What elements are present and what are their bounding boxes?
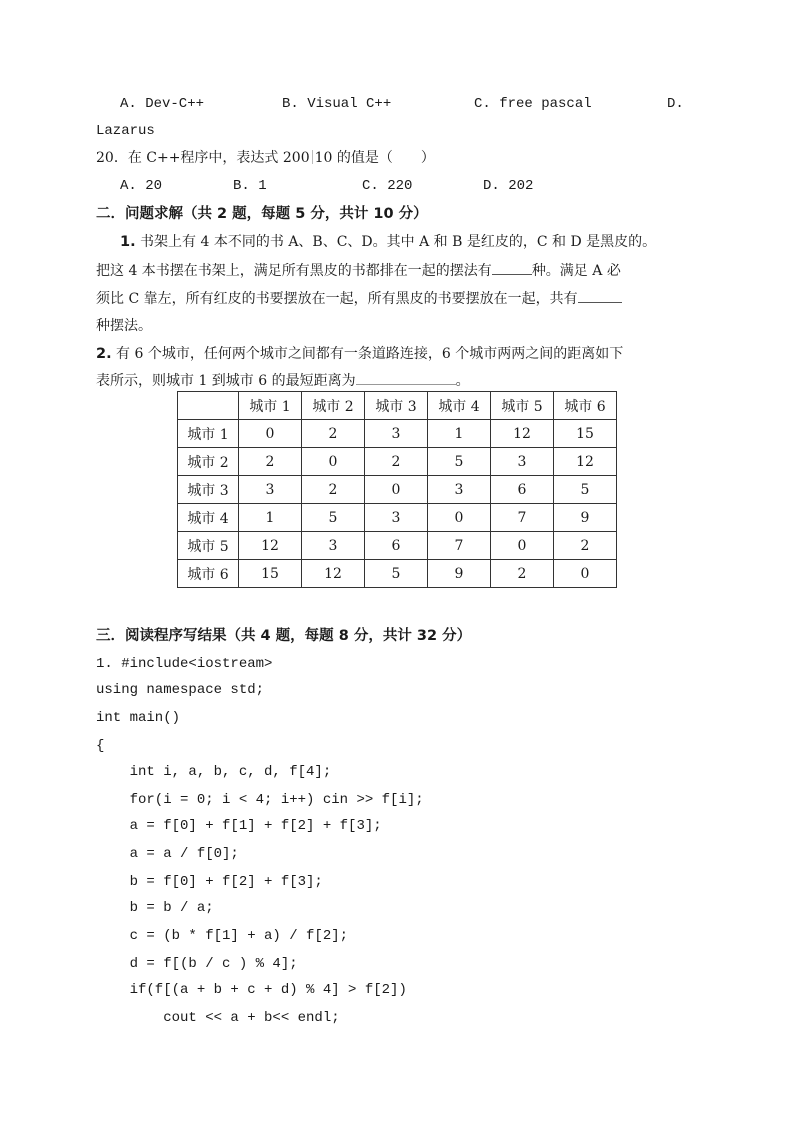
table-cell: 12 xyxy=(491,420,554,448)
table-cell: 9 xyxy=(428,560,491,588)
table-cell: 3 xyxy=(239,476,302,504)
table-cell: 3 xyxy=(428,476,491,504)
table-header-cell: 城市 5 xyxy=(491,392,554,420)
table-header-cell: 城市 1 xyxy=(239,392,302,420)
s2-p1-number: 1. xyxy=(120,234,136,250)
s2-p1-line2-pre: 把这 4 本书摆在书架上，满足所有黑皮的书都排在一起的摆法有 xyxy=(96,263,492,279)
table-cell: 5 xyxy=(302,504,365,532)
q20-option-c: C. 220 xyxy=(362,178,413,194)
q19-option-a: A. Dev-C++ xyxy=(120,96,205,112)
table-row xyxy=(178,448,617,476)
table-cell: 2 xyxy=(554,532,617,560)
table-header-cell: 城市 6 xyxy=(554,392,617,420)
table-row-header: 城市 1 xyxy=(178,420,239,448)
table-row xyxy=(178,476,617,504)
table-cell: 3 xyxy=(365,420,428,448)
s2-p1-line1-text: 书架上有 4 本不同的书 A、B、C、D。其中 A 和 B 是红皮的，C 和 D 是黑皮的。 xyxy=(135,234,657,250)
answer-blank-1[interactable] xyxy=(492,260,532,275)
section3-title: 三．阅读程序写结果（共 4 题，每题 8 分，共计 32 分） xyxy=(96,628,472,644)
code-line: 1. #include<iostream> xyxy=(96,656,273,672)
q20-option-d: D. 202 xyxy=(483,178,534,194)
q20-option-b: B. 1 xyxy=(233,178,267,194)
table-cell: 0 xyxy=(554,560,617,588)
table-cell: 5 xyxy=(365,560,428,588)
table-cell: 2 xyxy=(239,448,302,476)
s2-p1-line3 xyxy=(96,288,622,309)
table-cell: 5 xyxy=(428,448,491,476)
code-line: int i, a, b, c, d, f[4]; xyxy=(96,764,332,780)
table-header-row xyxy=(178,392,617,420)
code-line: d = f[(b / c ) % 4]; xyxy=(96,956,298,972)
table-row-header: 城市 6 xyxy=(178,560,239,588)
table-row-header: 城市 4 xyxy=(178,504,239,532)
table-header-cell: 城市 2 xyxy=(302,392,365,420)
s2-p1-line4: 种摆法。 xyxy=(96,318,152,334)
table-cell: 5 xyxy=(554,476,617,504)
s2-p1-line1 xyxy=(120,232,656,252)
table-row-header: 城市 2 xyxy=(178,448,239,476)
q19-option-b: B. Visual C++ xyxy=(282,96,392,112)
q20-option-a: A. 20 xyxy=(120,178,163,194)
distance-table xyxy=(177,391,617,588)
q20-stem-pre: 20．在 C++程序中，表达式 200 xyxy=(96,150,310,166)
answer-blank-2[interactable] xyxy=(578,288,622,303)
s2-p2-line1 xyxy=(96,344,623,364)
s2-p2-line2 xyxy=(96,370,470,391)
table-cell: 15 xyxy=(239,560,302,588)
table-cell: 12 xyxy=(554,448,617,476)
table-cell: 7 xyxy=(491,504,554,532)
code-line: b = b / a; xyxy=(96,900,214,916)
table-cell: 9 xyxy=(554,504,617,532)
code-line: b = f[0] + f[2] + f[3]; xyxy=(96,874,323,890)
table-cell: 0 xyxy=(428,504,491,532)
table-cell: 0 xyxy=(491,532,554,560)
code-line: using namespace std; xyxy=(96,682,265,698)
table-cell: 7 xyxy=(428,532,491,560)
table-row-header: 城市 3 xyxy=(178,476,239,504)
s2-p1-line2 xyxy=(96,260,621,281)
s2-p2-line2-pre: 表所示，则城市 1 到城市 6 的最短距离为 xyxy=(96,373,356,389)
q19-option-c: C. free pascal xyxy=(474,96,592,112)
table-cell: 3 xyxy=(302,532,365,560)
cursor-bar xyxy=(312,150,313,164)
table-row xyxy=(178,532,617,560)
code-line: if(f[(a + b + c + d) % 4] > f[2]) xyxy=(96,982,407,998)
q20-stem xyxy=(96,148,435,168)
code-line: a = f[0] + f[1] + f[2] + f[3]; xyxy=(96,818,382,834)
q20-stem-post: 10 的值是（ ） xyxy=(314,150,435,166)
table-cell: 1 xyxy=(428,420,491,448)
s2-p1-line3-pre: 须比 C 靠左，所有红皮的书要摆放在一起，所有黑皮的书要摆放在一起，共有 xyxy=(96,291,578,307)
table-header-cell xyxy=(178,392,239,420)
table-cell: 2 xyxy=(302,476,365,504)
table-cell: 6 xyxy=(491,476,554,504)
table-cell: 3 xyxy=(491,448,554,476)
code-line: cout << a + b<< endl; xyxy=(96,1010,340,1026)
table-cell: 12 xyxy=(239,532,302,560)
table-cell: 1 xyxy=(239,504,302,532)
answer-blank-3[interactable] xyxy=(356,370,456,385)
code-line: for(i = 0; i < 4; i++) cin >> f[i]; xyxy=(96,792,424,808)
table-row xyxy=(178,504,617,532)
table-cell: 0 xyxy=(239,420,302,448)
table-cell: 2 xyxy=(491,560,554,588)
table-header-cell: 城市 3 xyxy=(365,392,428,420)
s2-p1-line2-post: 种。满足 A 必 xyxy=(531,263,621,279)
s2-p2-number: 2. xyxy=(96,346,112,362)
code-line: { xyxy=(96,738,105,754)
q19-option-d-continued: Lazarus xyxy=(96,123,155,139)
code-line: c = (b * f[1] + a) / f[2]; xyxy=(96,928,349,944)
table-cell: 6 xyxy=(365,532,428,560)
table-cell: 2 xyxy=(365,448,428,476)
table-row-header: 城市 5 xyxy=(178,532,239,560)
table-row xyxy=(178,560,617,588)
q19-option-d: D. xyxy=(667,96,684,112)
s2-p2-line1-text: 有 6 个城市，任何两个城市之间都有一条道路连接，6 个城市两两之间的距离如下 xyxy=(111,346,624,362)
code-line: a = a / f[0]; xyxy=(96,846,239,862)
s2-p2-line2-post: 。 xyxy=(455,373,470,389)
table-cell: 15 xyxy=(554,420,617,448)
table-cell: 0 xyxy=(365,476,428,504)
table-cell: 2 xyxy=(302,420,365,448)
table-header-cell: 城市 4 xyxy=(428,392,491,420)
code-line: int main() xyxy=(96,710,181,726)
table-row xyxy=(178,420,617,448)
table-cell: 3 xyxy=(365,504,428,532)
section2-title: 二．问题求解（共 2 题，每题 5 分，共计 10 分） xyxy=(96,206,428,222)
table-cell: 0 xyxy=(302,448,365,476)
table-cell: 12 xyxy=(302,560,365,588)
